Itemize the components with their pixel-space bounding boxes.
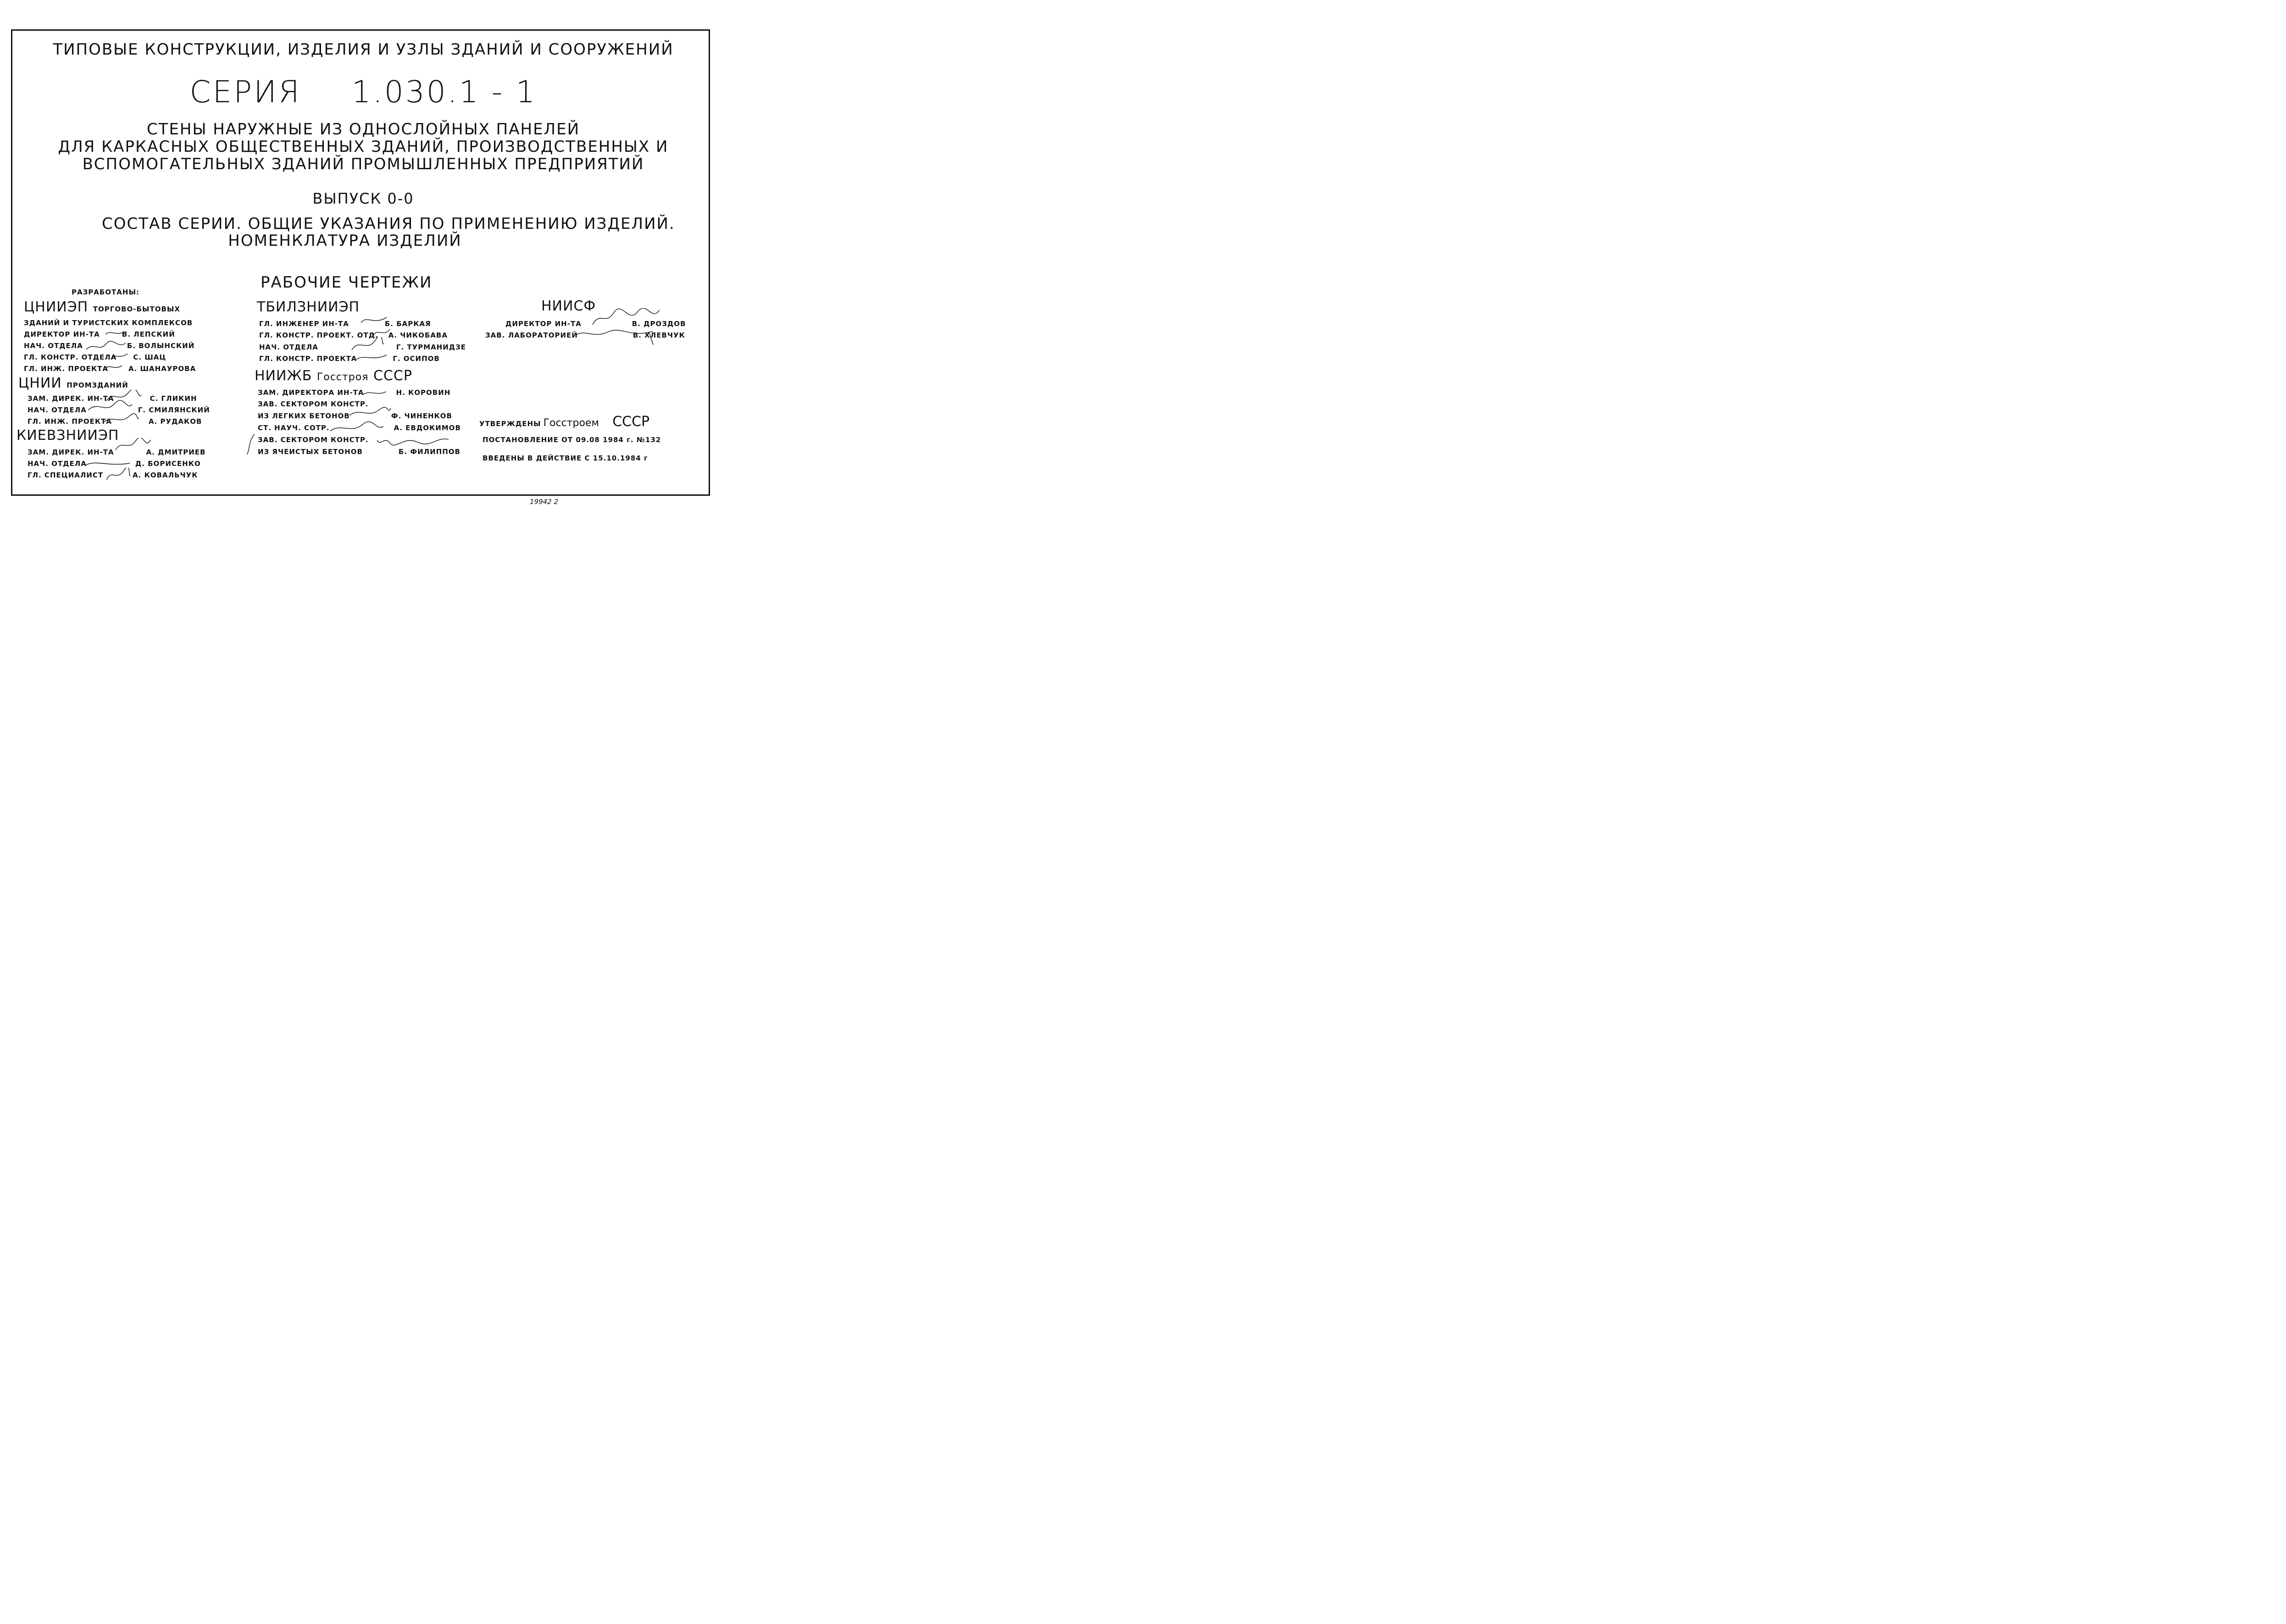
issue-label: ВЫПУСК 0-0 — [312, 190, 414, 207]
signature-rudakov — [103, 413, 140, 426]
person: Д. БОРИСЕНКО — [135, 460, 201, 468]
person: С. ГЛИКИН — [150, 394, 197, 403]
signatory-row — [24, 330, 175, 338]
org-kiev-name: КИЕВЗНИИЭП — [17, 427, 119, 443]
decree-date: 09.08 — [576, 436, 600, 444]
signature-barkaya — [360, 314, 388, 327]
org-niizhb-name: НИИЖБ — [255, 368, 312, 384]
signatory-row — [24, 353, 166, 361]
org-tsnii-subtitle: ПРОМЗДАНИЙ — [67, 381, 128, 389]
title-line-1: СТЕНЫ НАРУЖНЫЕ ИЗ ОДНОСЛОЙНЫХ ПАНЕЛЕЙ — [146, 120, 580, 139]
approval-line — [479, 414, 649, 430]
role: ГЛ. КОНСТР. ПРОЕКТ. ОТД. — [259, 331, 378, 339]
person: В. ЛЕПСКИЙ — [122, 330, 175, 338]
role: ГЛ. ИНЖ. ПРОЕКТА — [24, 365, 108, 373]
signature-lepsky — [105, 328, 128, 337]
contents-line-2: НОМЕНКЛАТУРА ИЗДЕЛИЙ — [228, 232, 462, 250]
person: А. ДМИТРИЕВ — [146, 448, 206, 456]
role: ГЛ. ИНЖ. ПРОЕКТА — [28, 417, 112, 426]
org-tsniiep — [24, 299, 180, 315]
signature-shats — [110, 351, 128, 362]
person: Г. ТУРМАНИДЗЕ — [396, 343, 466, 351]
signature-evdokimov — [329, 421, 384, 435]
decree-line — [483, 436, 661, 444]
org-tbilisi-name: ТБИЛЗНИИЭП — [257, 299, 360, 315]
person: Г. СМИЛЯНСКИЙ — [138, 406, 210, 414]
effective-prefix: ВВЕДЕНЫ В ДЕЙСТВИЕ С — [483, 454, 590, 462]
person: Г. ОСИПОВ — [393, 355, 440, 363]
person: В. ХЛЕВЧУК — [633, 331, 685, 339]
person: Б. ВОЛЫНСКИЙ — [127, 342, 195, 350]
role: ГЛ. КОНСТР. ОТДЕЛА — [24, 353, 117, 361]
person: Б. БАРКАЯ — [384, 320, 431, 328]
role: НАЧ. ОТДЕЛА — [24, 342, 83, 350]
org-tsnii — [18, 375, 128, 391]
effective-line — [483, 454, 648, 462]
sheet-number: 19942 2 — [530, 498, 559, 506]
role: НАЧ. ОТДЕЛА — [259, 343, 318, 351]
org-niisf-name: НИИСФ — [541, 298, 596, 314]
signature-shanaurova — [105, 362, 123, 372]
role: НАЧ. ОТДЕЛА — [28, 460, 87, 468]
org-niizhb-tail: СССР — [373, 368, 412, 384]
org-tsniiep-subtitle2: ЗДАНИЙ И ТУРИСТСКИХ КОМПЛЕКСОВ — [24, 319, 193, 327]
developed-by-label: РАЗРАБОТАНЫ: — [72, 288, 139, 296]
signatory-row — [259, 320, 431, 328]
person: А. ЕВДОКИМОВ — [394, 424, 461, 432]
role: СТ. НАУЧ. СОТР. — [258, 424, 330, 432]
signature-borisenko — [85, 459, 131, 468]
person: А. ШАНАУРОВА — [128, 365, 196, 373]
role: ГЛ. СПЕЦИАЛИСТ — [28, 471, 104, 479]
approved-org: Госстроем — [543, 417, 599, 429]
title-line-2: ДЛЯ КАРКАСНЫХ ОБЩЕСТВЕННЫХ ЗДАНИЙ, ПРОИЗВОДСТВЕННЫХ И — [58, 138, 669, 156]
signatory-row — [258, 436, 369, 444]
role: ДИРЕКТОР ИН-ТА — [505, 320, 582, 328]
org-tsnii-name: ЦНИИ — [18, 375, 62, 391]
role: ГЛ. ИНЖЕНЕР ИН-ТА — [259, 320, 349, 328]
signature-drozdov — [592, 308, 660, 328]
role: ИЗ ЛЕГКИХ БЕТОНОВ — [258, 412, 350, 420]
role: ИЗ ЯЧЕИСТЫХ БЕТОНОВ — [258, 448, 363, 456]
approved-prefix: УТВЕРЖДЕНЫ — [479, 420, 541, 428]
signature-turmanidze — [351, 337, 385, 354]
org-tsniiep-name: ЦНИИЭП — [24, 299, 89, 315]
signature-osipov — [355, 352, 388, 362]
role: ГЛ. КОНСТР. ПРОЕКТА — [259, 355, 357, 363]
signature-korovin — [362, 388, 388, 397]
approved-tail: СССР — [612, 414, 650, 430]
role: ЗАВ. ЛАБОРАТОРИЕЙ — [485, 331, 578, 339]
role: ДИРЕКТОР ИН-ТА — [24, 330, 100, 338]
org-tsniiep-subtitle: ТОРГОВО-БЫТОВЫХ — [93, 305, 180, 313]
person: Ф. ЧИНЕНКОВ — [391, 412, 452, 420]
signature-dmitriev — [115, 438, 151, 454]
bracket-mark — [245, 433, 258, 456]
series-label: СЕРИЯ — [189, 74, 301, 110]
signature-chinenkov — [349, 406, 392, 419]
person: Н. КОРОВИН — [396, 388, 451, 397]
signature-khlevchuk — [576, 327, 654, 346]
person: С. ШАЦ — [133, 353, 166, 361]
person: А. ЧИКОБАВА — [388, 331, 448, 339]
person: А. КОВАЛЬЧУК — [133, 471, 198, 479]
series-title — [0, 74, 727, 110]
role: ЗАВ. СЕКТОРОМ КОНСТР. — [258, 400, 369, 408]
org-niizhb-gosstroy: Госстроя — [316, 371, 369, 383]
role: ЗАВ. СЕКТОРОМ КОНСТР. — [258, 436, 369, 444]
decree-number: №132 — [636, 436, 661, 444]
signatory-row — [258, 388, 450, 397]
org-niizhb — [255, 368, 412, 384]
role: ЗАМ. ДИРЕК. ИН-ТА — [28, 448, 114, 456]
contents-line-1: СОСТАВ СЕРИИ. ОБЩИЕ УКАЗАНИЯ ПО ПРИМЕНЕНИЮ ИЗДЕЛИЙ. — [102, 215, 675, 233]
decree-year: 1984 г. — [603, 436, 634, 444]
series-number: 1.030.1 - 1 — [351, 74, 537, 110]
person: Б. ФИЛИППОВ — [398, 448, 461, 456]
title-line-3: ВСПОМОГАТЕЛЬНЫХ ЗДАНИЙ ПРОМЫШЛЕННЫХ ПРЕДПРИЯТИЙ — [82, 155, 644, 173]
signature-kovalchuk — [105, 468, 131, 483]
signature-filippov — [376, 434, 449, 448]
header-line: ТИПОВЫЕ КОНСТРУКЦИИ, ИЗДЕЛИЯ И УЗЛЫ ЗДАНИЙ И СООРУЖЕНИЙ — [53, 40, 674, 59]
person: В. ДРОЗДОВ — [632, 320, 686, 328]
role: ЗАМ. ДИРЕКТОРА ИН-ТА — [258, 388, 364, 397]
decree-prefix: ПОСТАНОВЛЕНИЕ ОТ — [483, 436, 573, 444]
signature-smilyansky — [87, 400, 133, 414]
working-drawings-label: РАБОЧИЕ ЧЕРТЕЖИ — [261, 273, 433, 292]
signatory-row — [258, 448, 461, 456]
signatory-row — [259, 355, 440, 363]
effective-date: 15.10.1984 г — [593, 454, 648, 462]
role: ЗАМ. ДИРЕК. ИН-ТА — [28, 394, 114, 403]
person: А. РУДАКОВ — [148, 417, 202, 426]
role: НАЧ. ОТДЕЛА — [28, 406, 87, 414]
